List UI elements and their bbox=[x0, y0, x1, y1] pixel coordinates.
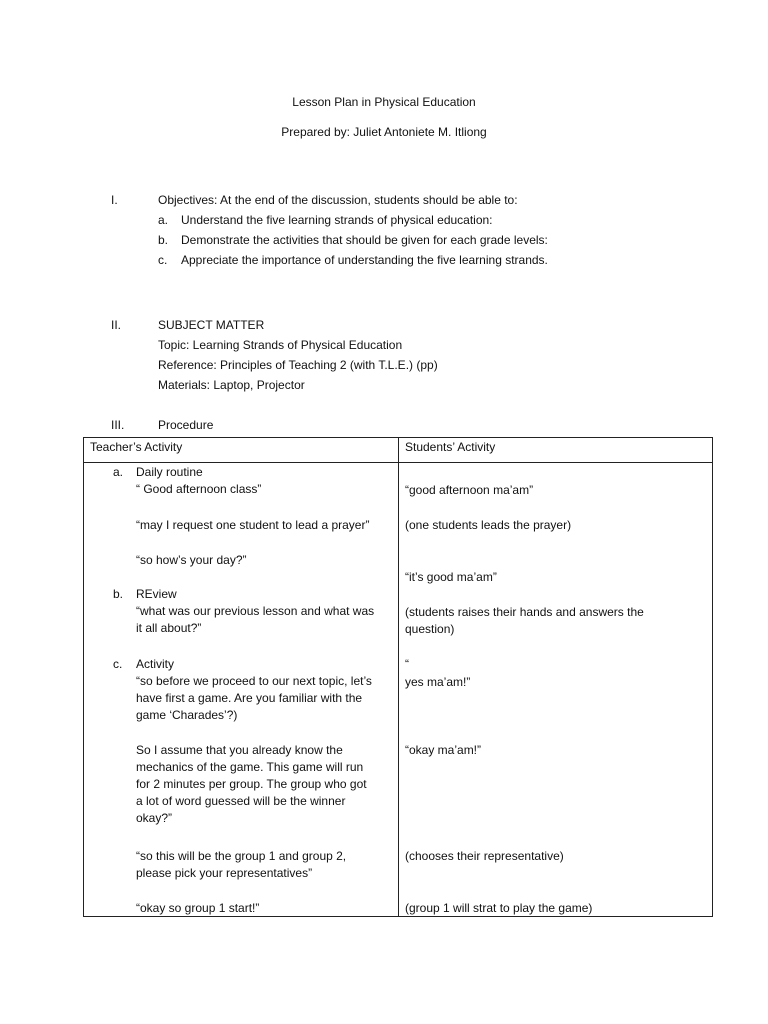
student-line: “ bbox=[405, 657, 409, 671]
subject-matter-heading: SUBJECT MATTER bbox=[158, 318, 265, 332]
teacher-line: a lot of word guessed will be the winner bbox=[136, 794, 346, 808]
student-line: (one students leads the prayer) bbox=[405, 518, 572, 532]
document-title: Lesson Plan in Physical Education bbox=[292, 95, 476, 109]
teacher-line: please pick your representatives” bbox=[136, 866, 313, 880]
procedure-table bbox=[83, 437, 713, 917]
objective-letter: b. bbox=[158, 233, 169, 247]
student-line: yes ma’am!” bbox=[405, 675, 471, 689]
student-line: question) bbox=[405, 622, 455, 636]
teacher-line: “so how’s your day?” bbox=[136, 553, 247, 567]
teacher-line: “may I request one student to lead a prayer” bbox=[136, 518, 370, 532]
student-line: “okay ma’am!” bbox=[405, 743, 482, 757]
objective-item: Understand the five learning strands of physical education: bbox=[181, 213, 493, 227]
student-line: (group 1 will strat to play the game) bbox=[405, 901, 593, 915]
objective-item: Demonstrate the activities that should be given for each grade levels: bbox=[181, 233, 548, 247]
teacher-line: have first a game. Are you familiar with the bbox=[136, 691, 363, 705]
objectives-intro: Objectives: At the end of the discussion, students should be able to: bbox=[158, 193, 518, 207]
subject-topic: Topic: Learning Strands of Physical Education bbox=[158, 338, 403, 352]
objective-item: Appreciate the importance of understanding the five learning strands. bbox=[181, 253, 548, 267]
teacher-line: “so this will be the group 1 and group 2, bbox=[136, 849, 347, 863]
teacher-line: mechanics of the game. This game will run bbox=[136, 760, 364, 774]
student-line: “it’s good ma’am” bbox=[405, 570, 497, 584]
objective-letter: a. bbox=[158, 213, 169, 227]
teacher-line: “so before we proceed to our next topic, let’s bbox=[136, 674, 372, 688]
section-label: Daily routine bbox=[136, 465, 203, 479]
subject-materials: Materials: Laptop, Projector bbox=[158, 378, 305, 392]
section-letter: c. bbox=[113, 657, 123, 671]
student-line: (students raises their hands and answers the bbox=[405, 605, 644, 619]
teacher-line: it all about?” bbox=[136, 621, 202, 635]
teacher-line: So I assume that you already know the bbox=[136, 743, 343, 757]
teacher-activity-header: Teacher’s Activity bbox=[90, 440, 183, 454]
teacher-activity-cell bbox=[84, 463, 399, 917]
student-line: (chooses their representative) bbox=[405, 849, 564, 863]
procedure-numeral: III. bbox=[111, 418, 125, 432]
section-label: REview bbox=[136, 587, 177, 601]
student-line: “good afternoon ma’am” bbox=[405, 483, 534, 497]
teacher-line: “ Good afternoon class” bbox=[136, 482, 262, 496]
teacher-line: for 2 minutes per group. The group who got bbox=[136, 777, 367, 791]
teacher-activity-header-cell bbox=[84, 438, 399, 463]
section-letter: a. bbox=[113, 465, 124, 479]
subject-matter-numeral: II. bbox=[111, 318, 122, 332]
teacher-line: “okay so group 1 start!” bbox=[136, 901, 260, 915]
section-letter: b. bbox=[113, 587, 124, 601]
objectives-numeral: I. bbox=[111, 193, 118, 207]
students-activity-header-cell bbox=[399, 438, 713, 463]
teacher-line: game ‘Charades’?) bbox=[136, 708, 238, 722]
procedure-heading: Procedure bbox=[158, 418, 214, 432]
teacher-line: okay?” bbox=[136, 811, 173, 825]
prepared-by: Prepared by: Juliet Antoniete M. Itliong bbox=[281, 125, 487, 139]
objective-letter: c. bbox=[158, 253, 168, 267]
students-activity-cell bbox=[399, 463, 713, 917]
section-label: Activity bbox=[136, 657, 175, 671]
students-activity-header: Students’ Activity bbox=[405, 440, 496, 454]
subject-reference: Reference: Principles of Teaching 2 (with T.L.E.) (pp) bbox=[158, 358, 438, 372]
teacher-line: “what was our previous lesson and what was bbox=[136, 604, 375, 618]
